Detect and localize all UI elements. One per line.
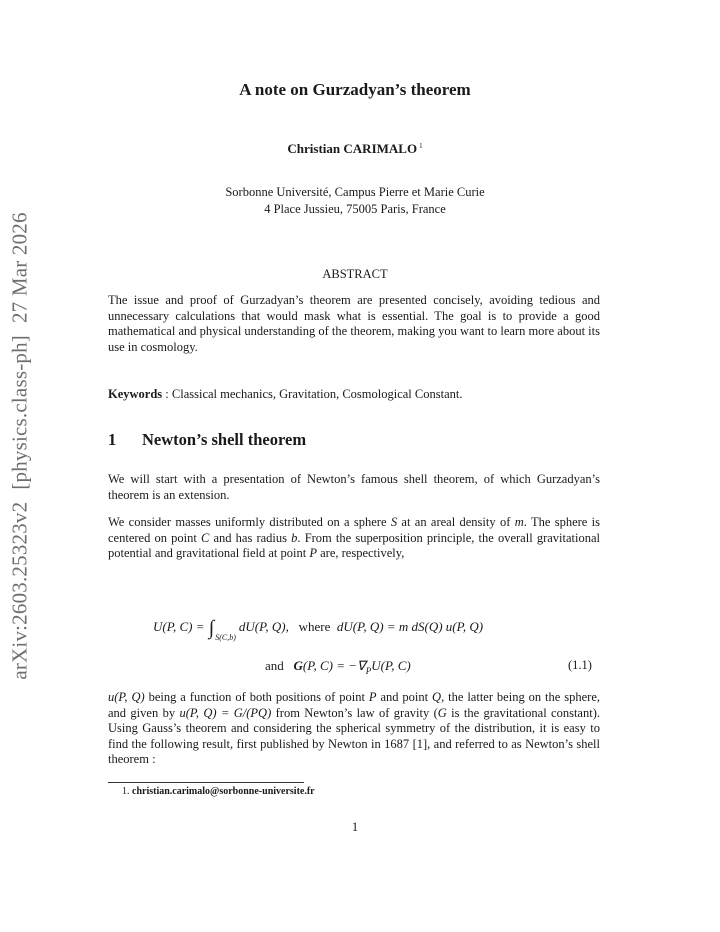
footnote-rule xyxy=(108,782,304,783)
page-number: 1 xyxy=(351,820,359,834)
footnote-mark: 1. xyxy=(122,786,130,797)
author-name: Christian CARIMALO xyxy=(287,141,418,156)
equation-number: (1.1) xyxy=(568,658,592,672)
author-email: christian.carimalo@sorbonne-universite.fr xyxy=(132,786,315,797)
abstract-heading: ABSTRACT xyxy=(322,267,388,281)
paragraph-1: We will start with a presentation of Newton’s famous shell theorem, of which Gurzadyan’s theorem is an extension. xyxy=(108,472,600,502)
affiliation xyxy=(0,184,710,218)
paragraph-3: u(P, Q) being a function of both positions of point P and point Q, the latter being on the sphere, and given by u(P, Q) = G/(PQ) from Newton’s law of gravity (G is the gravitational constant). Using Gauss’s theorem and considering the spherical symmetry of the distribution, it is easy to find the following result, first published by Newton in 1687 [1], and referred to as Newton’s shell theorem : xyxy=(108,690,600,766)
footnote xyxy=(122,786,315,797)
author-footnote-mark: 1 xyxy=(419,142,423,150)
integral-sign: ∫ xyxy=(208,617,215,639)
author-line xyxy=(0,141,710,157)
keywords xyxy=(108,387,600,403)
abstract-text: The issue and proof of Gurzadyan’s theorem are presented concisely, avoiding tedious and unnecessary calculations that would mask what is essential. The goal is to provide a good mathematical and physical understanding of the theorem, making you want to learn more about its use in cosmology. xyxy=(108,293,600,354)
equation-line-2: and G(P, $C) = -\nabla_PU(P$, C) xyxy=(265,658,411,676)
affiliation-line-2: 4 Place Jussieu, 75005 Paris, France xyxy=(264,202,446,216)
keywords-label: Keywords xyxy=(108,387,163,401)
integral-domain: S(C,b) xyxy=(215,633,236,642)
section-title: Newton’s shell theorem xyxy=(142,430,307,449)
arxiv-category: [physics.class-ph] xyxy=(7,335,32,490)
arxiv-date: 27 Mar 2026 xyxy=(7,212,32,324)
paragraph-2: We consider masses uniformly distributed on a sphere S at an areal density of m. The sphere is centered on point C and has radius b. From the superposition principle, the overall gravitational potential and gravitational field at point P are, respectively, xyxy=(108,515,600,560)
paper-title: A note on Gurzadyan’s theorem xyxy=(239,80,471,99)
arxiv-id: arXiv:2603.25323v2 xyxy=(7,501,32,680)
section-heading xyxy=(108,430,306,450)
section-number: 1 xyxy=(108,430,117,449)
affiliation-line-1: Sorbonne Université, Campus Pierre et Marie Curie xyxy=(225,185,485,199)
equation-line-1: U(P, $C) = \int_{S(C,b)}dU(P$, Q), where dU(P, Q) = m dS(Q) u(P, Q) xyxy=(153,617,484,642)
keywords-list: : Classical mechanics, Gravitation, Cosmological Constant. xyxy=(162,387,463,401)
